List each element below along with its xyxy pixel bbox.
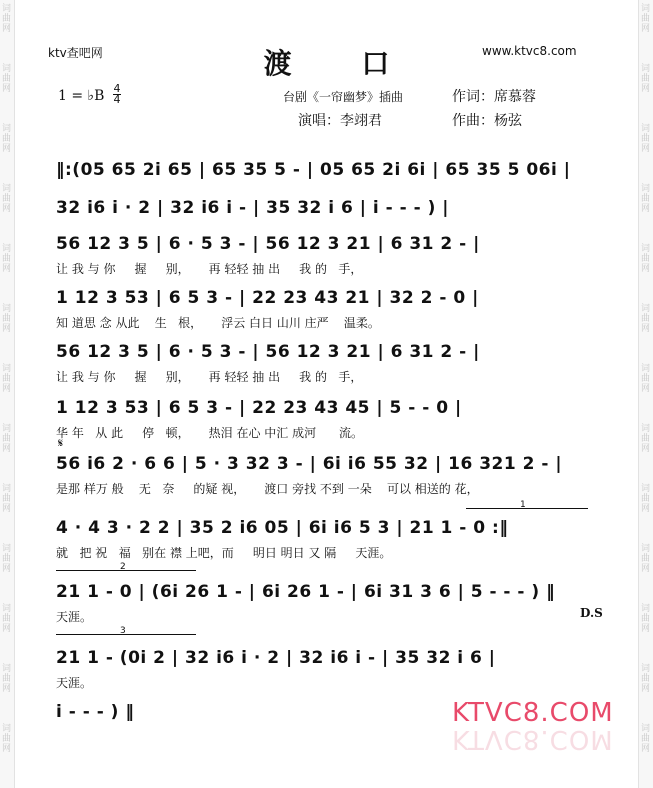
time-signature (112, 84, 122, 105)
site-right-label: www.ktvc8.com (482, 44, 577, 58)
watermark-glyph-group: 词曲网 (2, 304, 12, 334)
segno-sign: 𝄋 (58, 436, 64, 450)
score-row-8-notes: 4 · 4 3 · 2 2 | 35 2 i6 05 | 6i i6 5 3 | 21 1 - 0 :‖ (56, 518, 509, 538)
watermark-glyph-group: 词曲网 (2, 4, 12, 34)
volta-3-number: 3 (120, 626, 126, 636)
watermark-glyph-group: 词曲网 (641, 244, 651, 274)
watermark-glyph-group: 词曲网 (641, 424, 651, 454)
key-signature: 1 = ♭B (58, 88, 105, 104)
watermark-glyph-group: 词曲网 (641, 304, 651, 334)
watermark-glyph-group: 词曲网 (2, 484, 12, 514)
volta-3-bracket (56, 634, 196, 635)
score-row-5-lyrics: 让 我 与 你 握 别， 再 轻轻 抽 出 我 的 手， (56, 370, 363, 384)
score-row-6-lyrics: 华 年 从 此 停 顿， 热泪 在心 中汇 成河 流。 (56, 426, 363, 440)
score-row-8-lyrics: 就 把 祝 福 别在 襟 上吧，而 明日 明日 又 隔 天涯。 (56, 546, 392, 560)
volta-1-number: 1 (520, 500, 526, 510)
watermark-glyph-group: 词曲网 (2, 604, 12, 634)
score-row-1-notes: ‖:(05 65 2i 65 | 65 35 5 - | 05 65 2i 6i | 65 35 5 06i | (56, 160, 571, 180)
watermark-glyph-group: 词曲网 (641, 184, 651, 214)
time-bottom: 4 (113, 93, 121, 106)
watermark-glyph-group: 词曲网 (641, 544, 651, 574)
site-left-label: ktv查吧网 (48, 46, 103, 60)
lyricist-label: 作词：席慕蓉 (452, 89, 536, 105)
watermark-glyph-group: 词曲网 (2, 124, 12, 154)
volta-2-number: 2 (120, 562, 126, 572)
score-row-7-lyrics: 是那 样万 般 无 奈 的疑 视， 渡口 旁找 不到 一朵 可以 相送的 花， (56, 482, 479, 496)
ktvc8-logo: KTVC8.COM (452, 698, 614, 728)
watermark-glyph-group: 词曲网 (2, 544, 12, 574)
watermark-glyph-group: 词曲网 (641, 484, 651, 514)
watermark-glyph-group: 词曲网 (2, 244, 12, 274)
watermark-glyph-group: 词曲网 (641, 724, 651, 754)
watermark-glyph-group: 词曲网 (2, 664, 12, 694)
score-row-9-lyrics: 天涯。 (56, 610, 93, 624)
watermark-glyph-group: 词曲网 (641, 604, 651, 634)
watermark-glyph-group: 词曲网 (2, 724, 12, 754)
ktvc8-logo-reflection: KTVC8.COM (452, 724, 614, 754)
score-row-9-notes: 21 1 - 0 | (6i 26 1 - | 6i 26 1 - | 6i 31 3 6 | 5 - - - ) ‖ (56, 582, 556, 602)
score-row-10-notes: 21 1 - (0i 2 | 32 i6 i · 2 | 32 i6 i - | 35 32 i 6 | (56, 648, 496, 668)
watermark-glyph-group: 词曲网 (2, 364, 12, 394)
volta-1-bracket (466, 508, 588, 509)
score-row-6-notes: 1 12 3 53 | 6 5 3 - | 22 23 43 45 | 5 - - 0 | (56, 398, 462, 418)
score-row-10-lyrics: 天涯。 (56, 676, 93, 690)
watermark-glyph-group: 词曲网 (641, 364, 651, 394)
volta-2-bracket (56, 570, 196, 571)
score-row-2-notes: 32 i6 i · 2 | 32 i6 i - | 35 32 i 6 | i - - - ) | (56, 198, 449, 218)
watermark-glyph-group: 词曲网 (641, 664, 651, 694)
watermark-glyph-group: 词曲网 (2, 424, 12, 454)
score-row-3-notes: 56 12 3 5 | 6 · 5 3 - | 56 12 3 21 | 6 31 2 - | (56, 234, 480, 254)
composer-label: 作曲：杨弦 (452, 113, 522, 129)
watermark-glyph-group: 词曲网 (2, 64, 12, 94)
singer-label: 演唱：李翊君 (298, 113, 382, 129)
source-label: 台剧《一帘幽梦》插曲 (283, 90, 404, 104)
score-row-3-lyrics: 让 我 与 你 握 别， 再 轻轻 抽 出 我 的 手， (56, 262, 363, 276)
watermark-glyph-group: 词曲网 (641, 4, 651, 34)
ds-mark: D.S (580, 606, 603, 620)
time-top: 4 (113, 82, 121, 95)
score-row-7-notes: 56 i6 2 · 6 6 | 5 · 3 32 3 - | 6i i6 55 32 | 16 321 2 - | (56, 454, 563, 474)
watermark-glyph-group: 词曲网 (641, 124, 651, 154)
score-row-4-notes: 1 12 3 53 | 6 5 3 - | 22 23 43 21 | 32 2 - 0 | (56, 288, 479, 308)
watermark-glyph-group: 词曲网 (641, 64, 651, 94)
score-row-4-lyrics: 知 道思 念 从此 生 根， 浮云 白日 山川 庄严 温柔。 (56, 316, 380, 330)
watermark-glyph-group: 词曲网 (2, 184, 12, 214)
score-row-5-notes: 56 12 3 5 | 6 · 5 3 - | 56 12 3 21 | 6 31 2 - | (56, 342, 480, 362)
song-title: 渡 口 (263, 47, 420, 80)
score-row-11-notes: i - - - ) ‖ (56, 702, 135, 722)
